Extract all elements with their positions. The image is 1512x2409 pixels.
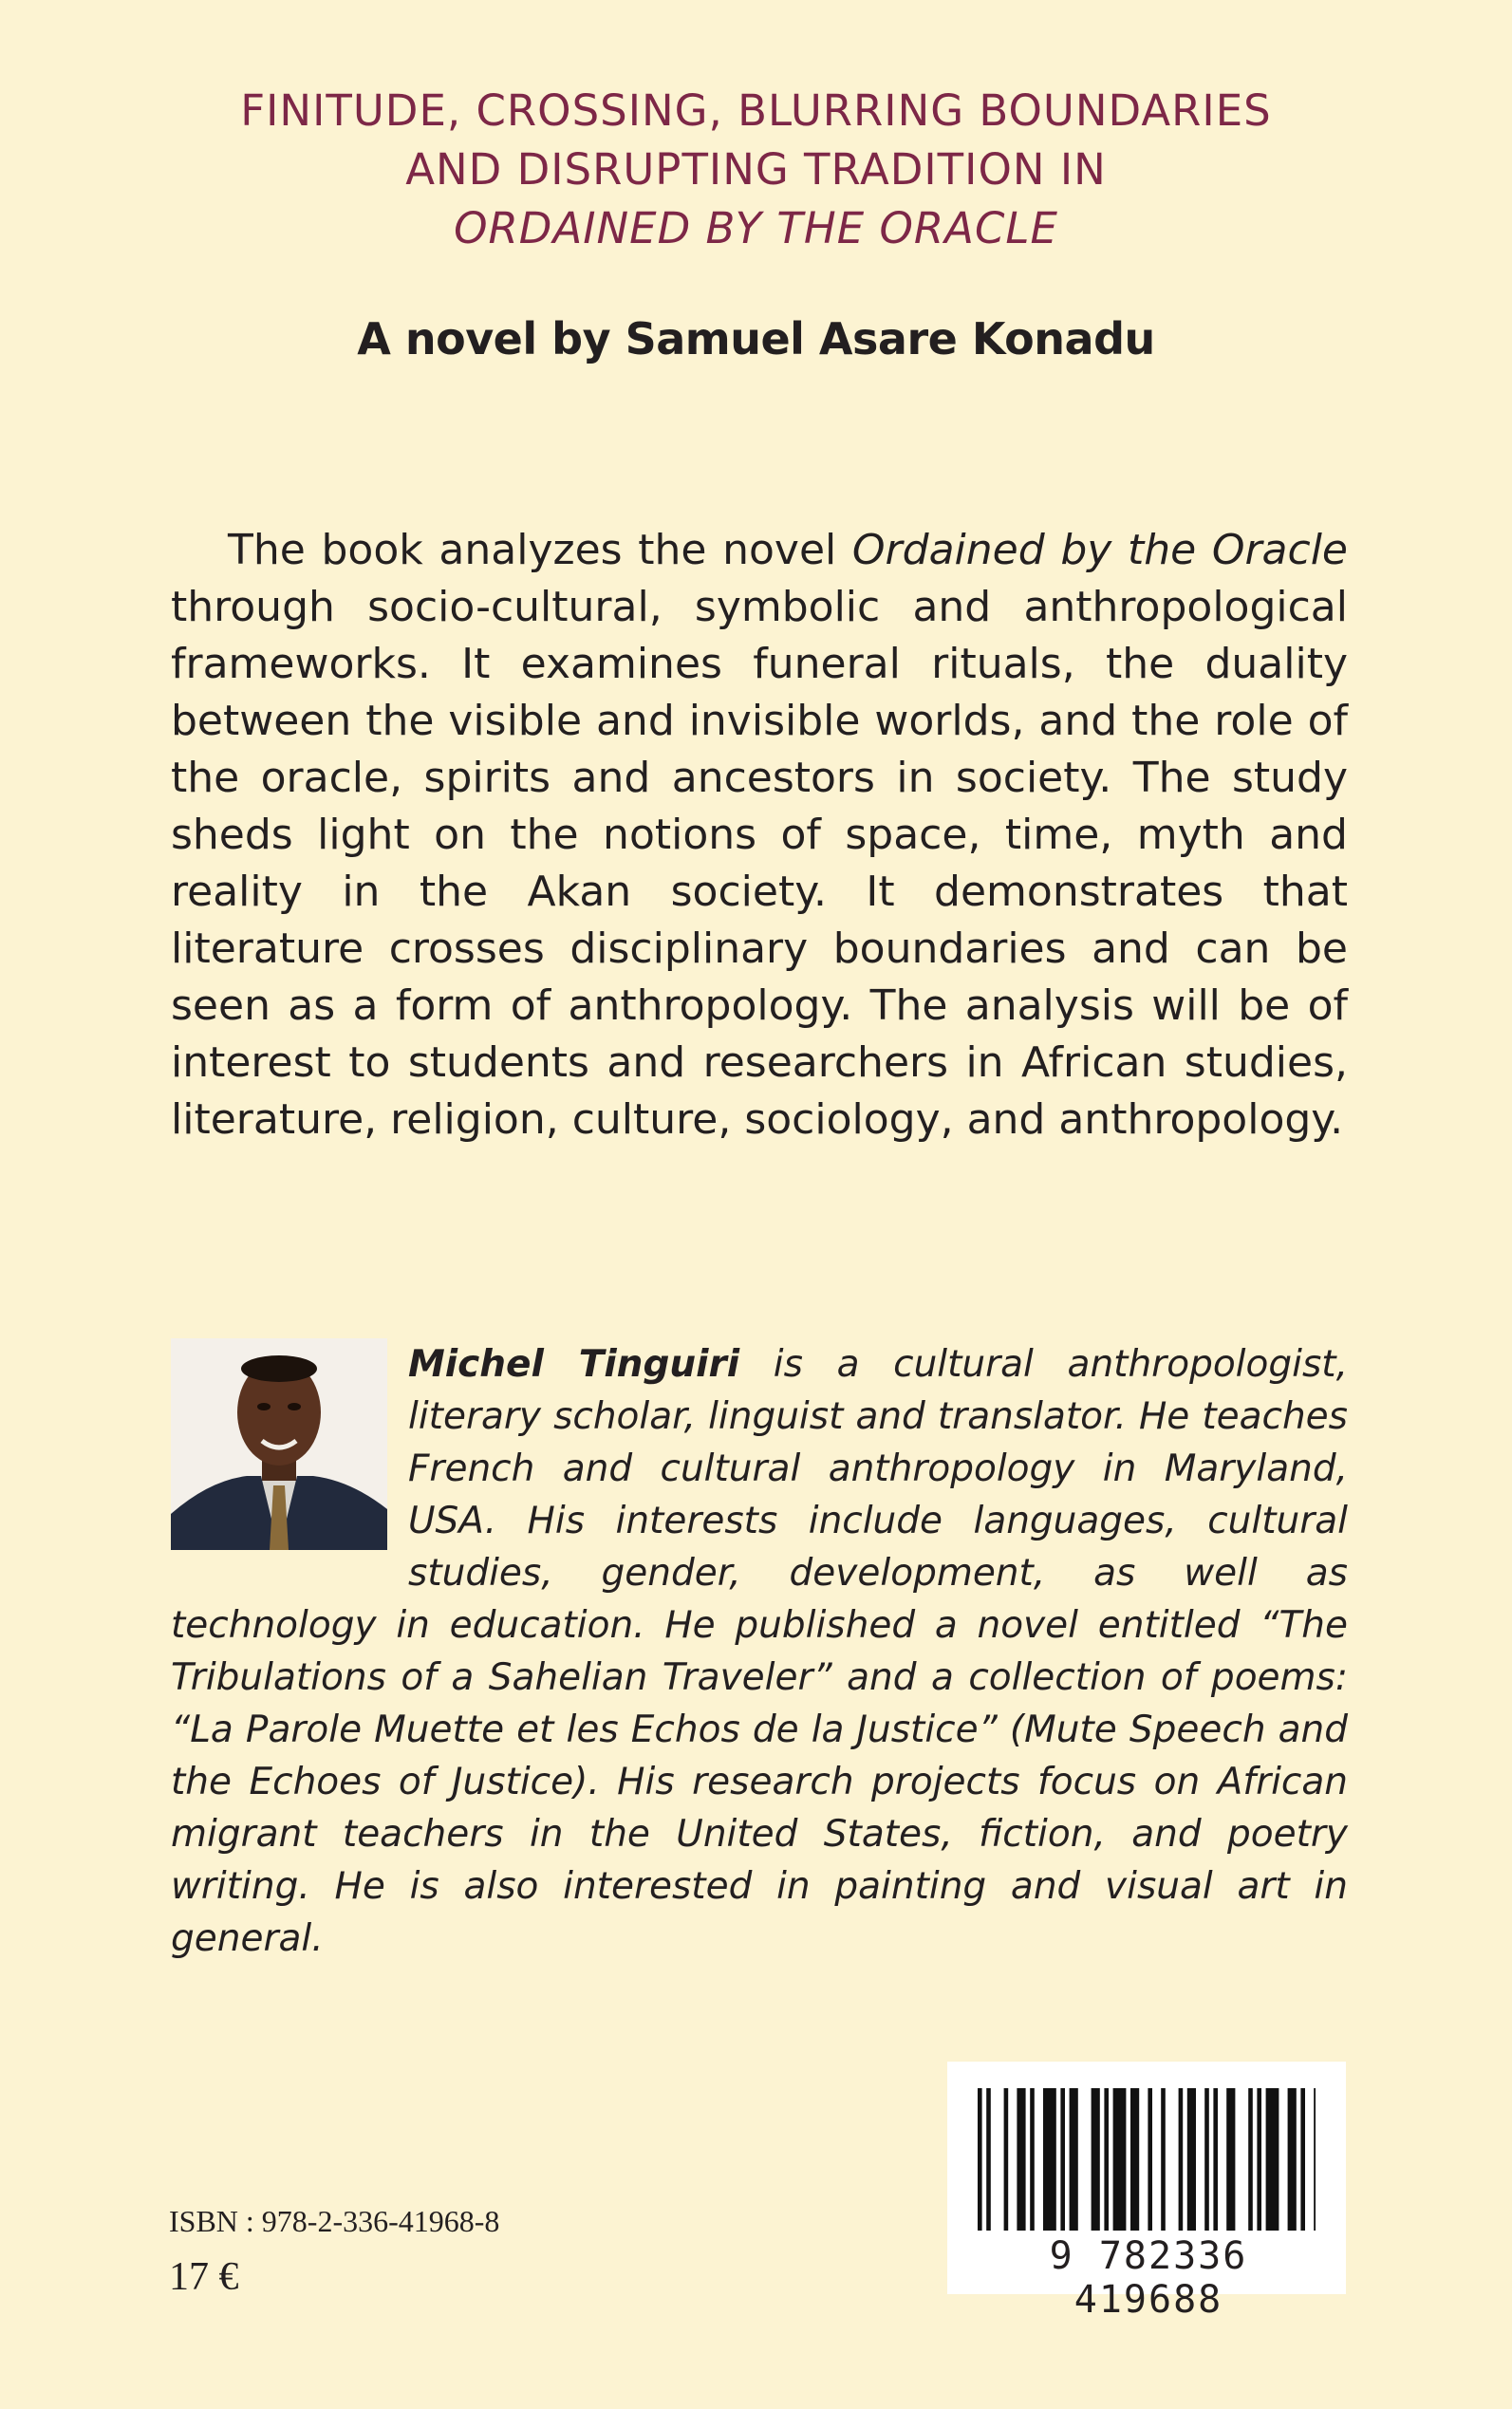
- author-bio-text: is a cultural anthropologist, literary scholar, linguist and translator. He teaches French and cultural anthropology in Maryland, USA. His interests include languages, cultural studies, gender, development, as well as technology in education. He published a novel entitled “The Tribulations of a Sahelian Traveler” and a collection of poems: “La Parole Muette et les Echos de la Justice” (Mute Speech and the Echoes of Justice). His research projects focus on African migrant teachers in the United States, fiction, and poetry writing. He is also interested in painting and visual art in general.: [171, 1343, 1348, 1960]
- barcode-bar: [1017, 2088, 1025, 2231]
- barcode-bar: [1104, 2088, 1109, 2231]
- barcode-bar: [1070, 2088, 1078, 2231]
- barcode-bar: [986, 2088, 991, 2231]
- barcode-bar: [1092, 2088, 1100, 2231]
- barcode-bar: [1043, 2088, 1056, 2231]
- title-line-3: ORDAINED BY THE ORACLE: [454, 203, 1058, 253]
- author-name: Michel Tinguiri: [408, 1343, 740, 1386]
- barcode-bar: [1314, 2088, 1316, 2231]
- barcode-bar: [1300, 2088, 1305, 2231]
- subtitle: A novel by Samuel Asare Konadu: [357, 313, 1155, 364]
- book-title: [0, 82, 1512, 258]
- author-photo: [171, 1338, 387, 1550]
- book-summary: [171, 522, 1348, 1148]
- barcode-bar: [1060, 2088, 1065, 2231]
- barcode-bar: [1204, 2088, 1209, 2231]
- barcode-bar: [1288, 2088, 1297, 2231]
- barcode-bar: [1179, 2088, 1184, 2231]
- barcode-bar: [1248, 2088, 1253, 2231]
- barcode-bar: [1113, 2088, 1127, 2231]
- barcode-bar: [1130, 2088, 1139, 2231]
- barcode-bar: [1161, 2088, 1166, 2231]
- barcode-bar: [1257, 2088, 1261, 2231]
- summary-body: through socio-cultural, symbolic and anthropological frameworks. It examines funeral rituals, the duality between the visible and invisible worlds, and the role of the oracle, spirits and ancestors in society. The study sheds light on the notions of space, time, myth and reality in the Akan society. It demonstrates that literature crosses disciplinary boundaries and can be seen as a form of anthropology. The analysis will be of interest to students and researchers in African studies, literature, religion, culture, sociology, and anthropology.: [171, 583, 1348, 1144]
- title-line-2: AND DISRUPTING TRADITION IN: [405, 144, 1107, 195]
- barcode-number: 9 782336 419688: [1049, 2234, 1248, 2322]
- barcode-bar: [1213, 2088, 1218, 2231]
- summary-intro: The book analyzes the novel: [228, 526, 852, 574]
- barcode-bar: [1226, 2088, 1235, 2231]
- summary-novel-title: Ordained by the Oracle: [851, 526, 1348, 574]
- barcode-bar: [1030, 2088, 1035, 2231]
- price: 17 €: [169, 2255, 239, 2299]
- isbn: ISBN : 978-2-336-41968-8: [169, 2204, 500, 2238]
- barcode-bar: [1266, 2088, 1279, 2231]
- title-line-1: FINITUDE, CROSSING, BLURRING BOUNDARIES: [240, 85, 1272, 136]
- author-bio: [171, 1338, 1348, 1965]
- barcode-bar: [1187, 2088, 1196, 2231]
- barcode-bar: [1148, 2088, 1152, 2231]
- barcode-bar: [978, 2088, 982, 2231]
- barcode-bar: [1004, 2088, 1009, 2231]
- barcode-bars: [974, 2088, 1319, 2231]
- barcode: [947, 2062, 1346, 2322]
